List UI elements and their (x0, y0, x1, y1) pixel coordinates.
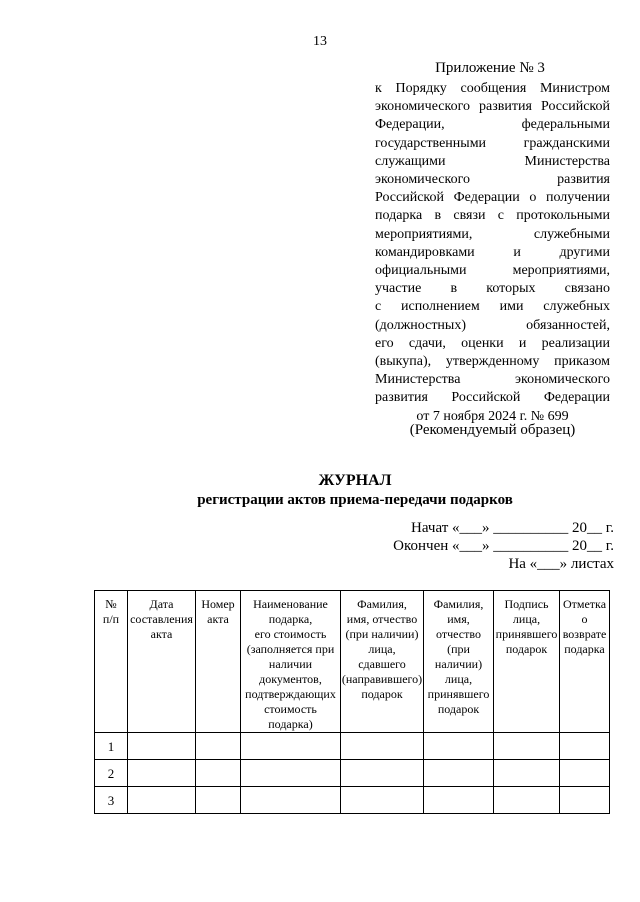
table-cell[interactable] (128, 733, 196, 760)
table-header-row (95, 591, 610, 733)
appendix-line: с исполнением ими служебных (375, 299, 610, 315)
row-number-cell: 3 (95, 787, 128, 814)
table-cell[interactable] (241, 787, 341, 814)
table-cell[interactable] (128, 760, 196, 787)
table-row (95, 760, 610, 787)
journal-table (94, 590, 610, 814)
row-number-cell: 2 (95, 760, 128, 787)
header-cell-receiver-name: Фамилия, имя, отчество (при наличии) лица, принявшего подарок (424, 591, 494, 733)
appendix-line: развития Российской Федерации (375, 390, 610, 406)
header-cell-date: Дата составления акта (128, 591, 196, 733)
table-cell[interactable] (241, 733, 341, 760)
header-cell-number: № п/п (95, 591, 128, 733)
header-cell-gift-name: Наименование подарка, его стоимость (заполняется при наличии документов, подтверждающих стоимость подарка) (241, 591, 341, 733)
appendix-line: Российской Федерации о получении (375, 190, 610, 206)
journal-ended-line: Окончен «___» __________ 20__ г. (393, 538, 614, 554)
journal-started-line: Начат «___» __________ 20__ г. (411, 520, 614, 536)
page-number: 13 (313, 34, 327, 49)
appendix-line: его сдачи, оценки и реализации (375, 335, 610, 351)
table-cell[interactable] (560, 787, 610, 814)
header-cell-signature: Подпись лица, принявшего подарок (494, 591, 560, 733)
appendix-line: участие в которых связано (375, 281, 610, 297)
appendix-line: экономического развития (375, 172, 610, 188)
table-cell[interactable] (424, 733, 494, 760)
appendix-line: Федерации, федеральными (375, 117, 610, 133)
table-cell[interactable] (560, 760, 610, 787)
appendix-line: от 7 ноября 2024 г. № 699 (416, 408, 569, 424)
table-row (95, 733, 610, 760)
appendix-line: подарка в связи с протокольными (375, 208, 610, 224)
journal-sheets-line: На «___» листах (508, 556, 614, 572)
journal-title: ЖУРНАЛ (318, 472, 392, 489)
header-cell-return-mark: Отметка о возврате подарка (560, 591, 610, 733)
appendix-line: командировками и другими (375, 244, 610, 260)
table-cell[interactable] (341, 733, 424, 760)
table-cell[interactable] (196, 760, 241, 787)
appendix-body (375, 80, 610, 426)
table-cell[interactable] (494, 787, 560, 814)
table-cell[interactable] (341, 787, 424, 814)
appendix-title: Приложение № 3 (435, 60, 545, 76)
sample-note: (Рекомендуемый образец) (409, 422, 576, 438)
appendix-line: к Порядку сообщения Министром (375, 81, 610, 96)
appendix-line: государственными гражданскими (375, 135, 610, 151)
table-cell[interactable] (424, 760, 494, 787)
table-cell[interactable] (494, 733, 560, 760)
table-row (95, 787, 610, 814)
appendix-line: (должностных) обязанностей, (375, 317, 610, 333)
table-cell[interactable] (341, 760, 424, 787)
appendix-line: (выкупа), утвержденному приказом (375, 354, 610, 370)
table-cell[interactable] (241, 760, 341, 787)
appendix-line: служащими Министерства (375, 153, 610, 169)
appendix-line: Министерства экономического (375, 372, 610, 388)
header-cell-act-number: Номер акта (196, 591, 241, 733)
table-cell[interactable] (128, 787, 196, 814)
row-number-cell: 1 (95, 733, 128, 760)
table-cell[interactable] (424, 787, 494, 814)
table-cell[interactable] (494, 760, 560, 787)
journal-subtitle: регистрации актов приема-передачи подарков (197, 492, 513, 508)
appendix-line: официальными мероприятиями, (375, 263, 610, 279)
table-cell[interactable] (560, 733, 610, 760)
appendix-line: мероприятиями, служебными (375, 226, 610, 242)
header-cell-giver-name: Фамилия, имя, отчество (при наличии) лица, сдавшего (направившего) подарок (341, 591, 424, 733)
table-cell[interactable] (196, 787, 241, 814)
table-cell[interactable] (196, 733, 241, 760)
appendix-line: экономического развития Российской (375, 99, 610, 115)
